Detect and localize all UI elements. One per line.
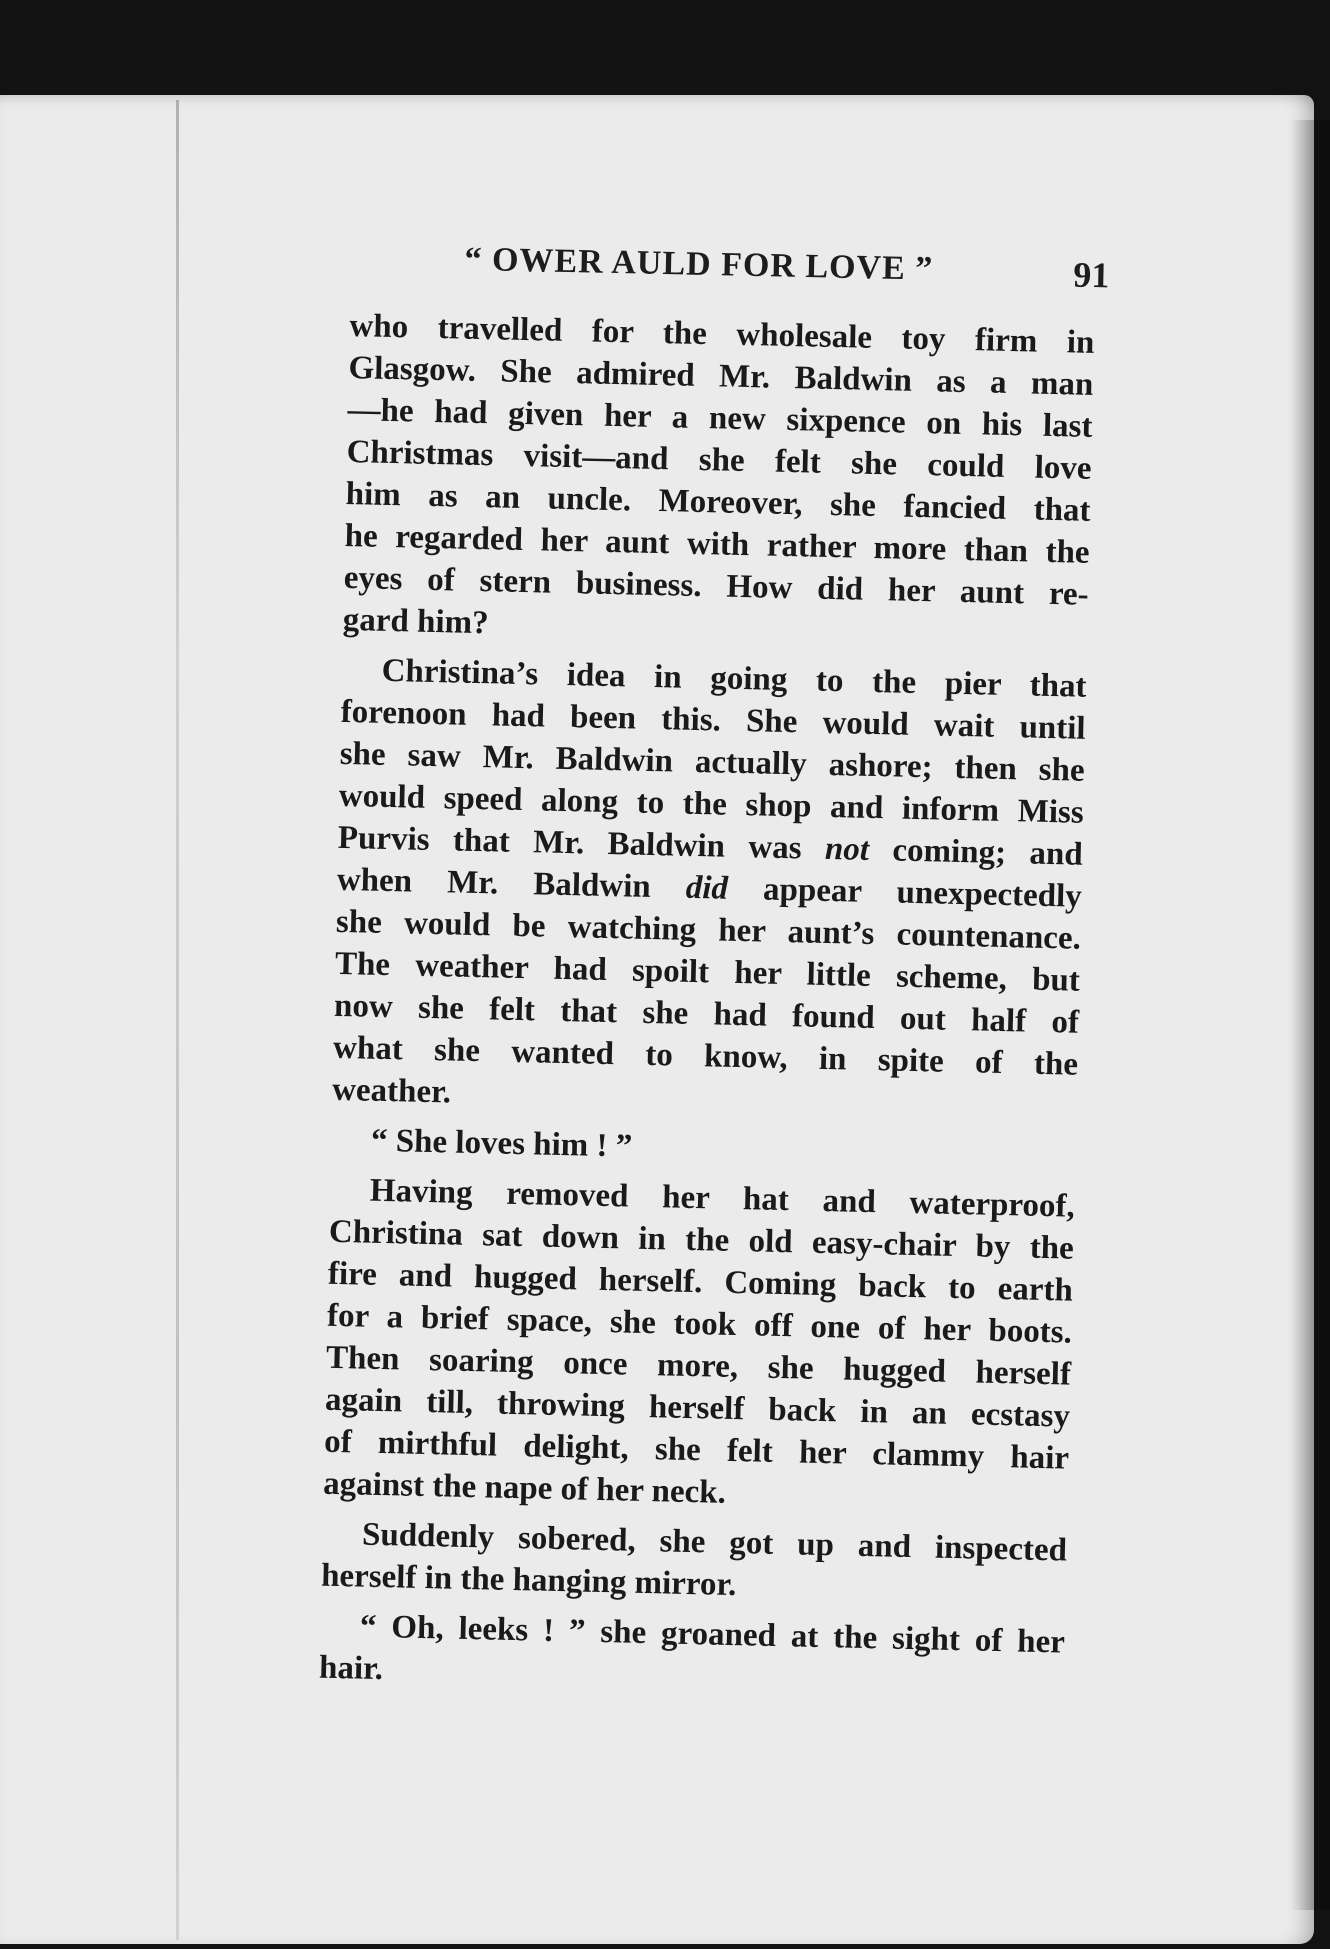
text-line: against the nape of her neck.: [322, 1465, 727, 1511]
text-line: now she felt that she had found out half of: [333, 987, 1080, 1041]
body-text: [319, 305, 1095, 1706]
text-line: The weather had spoilt her little scheme, but: [334, 945, 1081, 999]
text-segment: Purvis that Mr. Baldwin was: [337, 819, 826, 867]
text-line: “ She loves him ! ”: [370, 1122, 633, 1165]
text-segment: when Mr. Baldwin: [336, 861, 687, 906]
paragraph: [332, 649, 1087, 1128]
text-line: would speed along to the shop and inform Miss: [338, 777, 1085, 831]
text-segment: coming; and: [868, 831, 1084, 873]
running-head: “ OWER AULD FOR LOVE ”: [464, 240, 934, 288]
text-line: who travelled for the wholesale toy firm in: [349, 307, 1095, 361]
text-line: of mirthful delight, she felt her clammy hair: [323, 1423, 1070, 1477]
text-line: herself in the hanging mirror.: [320, 1557, 737, 1604]
text-line: she would be watching her aunt’s countenance.: [335, 903, 1082, 957]
text-line: weather.: [331, 1071, 452, 1111]
text-line: Having removed her hat and waterproof,: [369, 1172, 1076, 1225]
paragraph: [321, 1513, 1068, 1614]
text-line: for a brief space, she took off one of her boots.: [326, 1297, 1073, 1351]
text-line: “ Oh, leeks ! ” she groaned at the sight of her: [359, 1608, 1066, 1661]
page-edge-shadow: [1290, 120, 1330, 1910]
text-line: Christina’s idea in going to the pier that: [381, 652, 1087, 705]
page-number: 91: [1072, 254, 1110, 296]
text-line: Glasgow. She admired Mr. Baldwin as a man: [348, 349, 1094, 403]
text-line: fire and hugged herself. Coming back to earth: [327, 1255, 1074, 1309]
text-line: Suddenly sobered, she got up and inspected: [361, 1516, 1068, 1569]
paragraph: [342, 305, 1094, 658]
text-line: what she wanted to know, in spite of the: [332, 1029, 1079, 1083]
text-line: he regarded her aunt with rather more than the: [344, 517, 1090, 571]
text-line: Then soaring once more, she hugged herself: [325, 1339, 1072, 1393]
text-line: eyes of stern business. How did her aunt re-: [343, 559, 1090, 613]
text-line: —he had given her a new sixpence on his last: [347, 391, 1093, 445]
paragraph: [323, 1169, 1075, 1522]
text-line: she saw Mr. Baldwin actually ashore; then she: [339, 735, 1086, 789]
text-line: him as an uncle. Moreover, she fancied that: [345, 475, 1091, 529]
text-line: hair.: [318, 1649, 384, 1688]
text-line: forenoon had been this. She would wait until: [340, 693, 1086, 747]
text-line: gard him?: [342, 601, 489, 642]
paragraph: [319, 1605, 1066, 1706]
text-line: again till, throwing herself back in an ecstasy: [324, 1381, 1071, 1435]
emphasis-text: not: [824, 830, 870, 868]
text-segment: appear unexpectedly: [727, 870, 1083, 915]
text-line: Christmas visit—and she felt she could love: [346, 433, 1092, 487]
paragraph: [331, 1119, 1077, 1178]
emphasis-text: did: [685, 869, 729, 907]
text-line: Christina sat down in the old easy-chair by the: [328, 1213, 1075, 1267]
page-gutter-line: [176, 100, 179, 1940]
